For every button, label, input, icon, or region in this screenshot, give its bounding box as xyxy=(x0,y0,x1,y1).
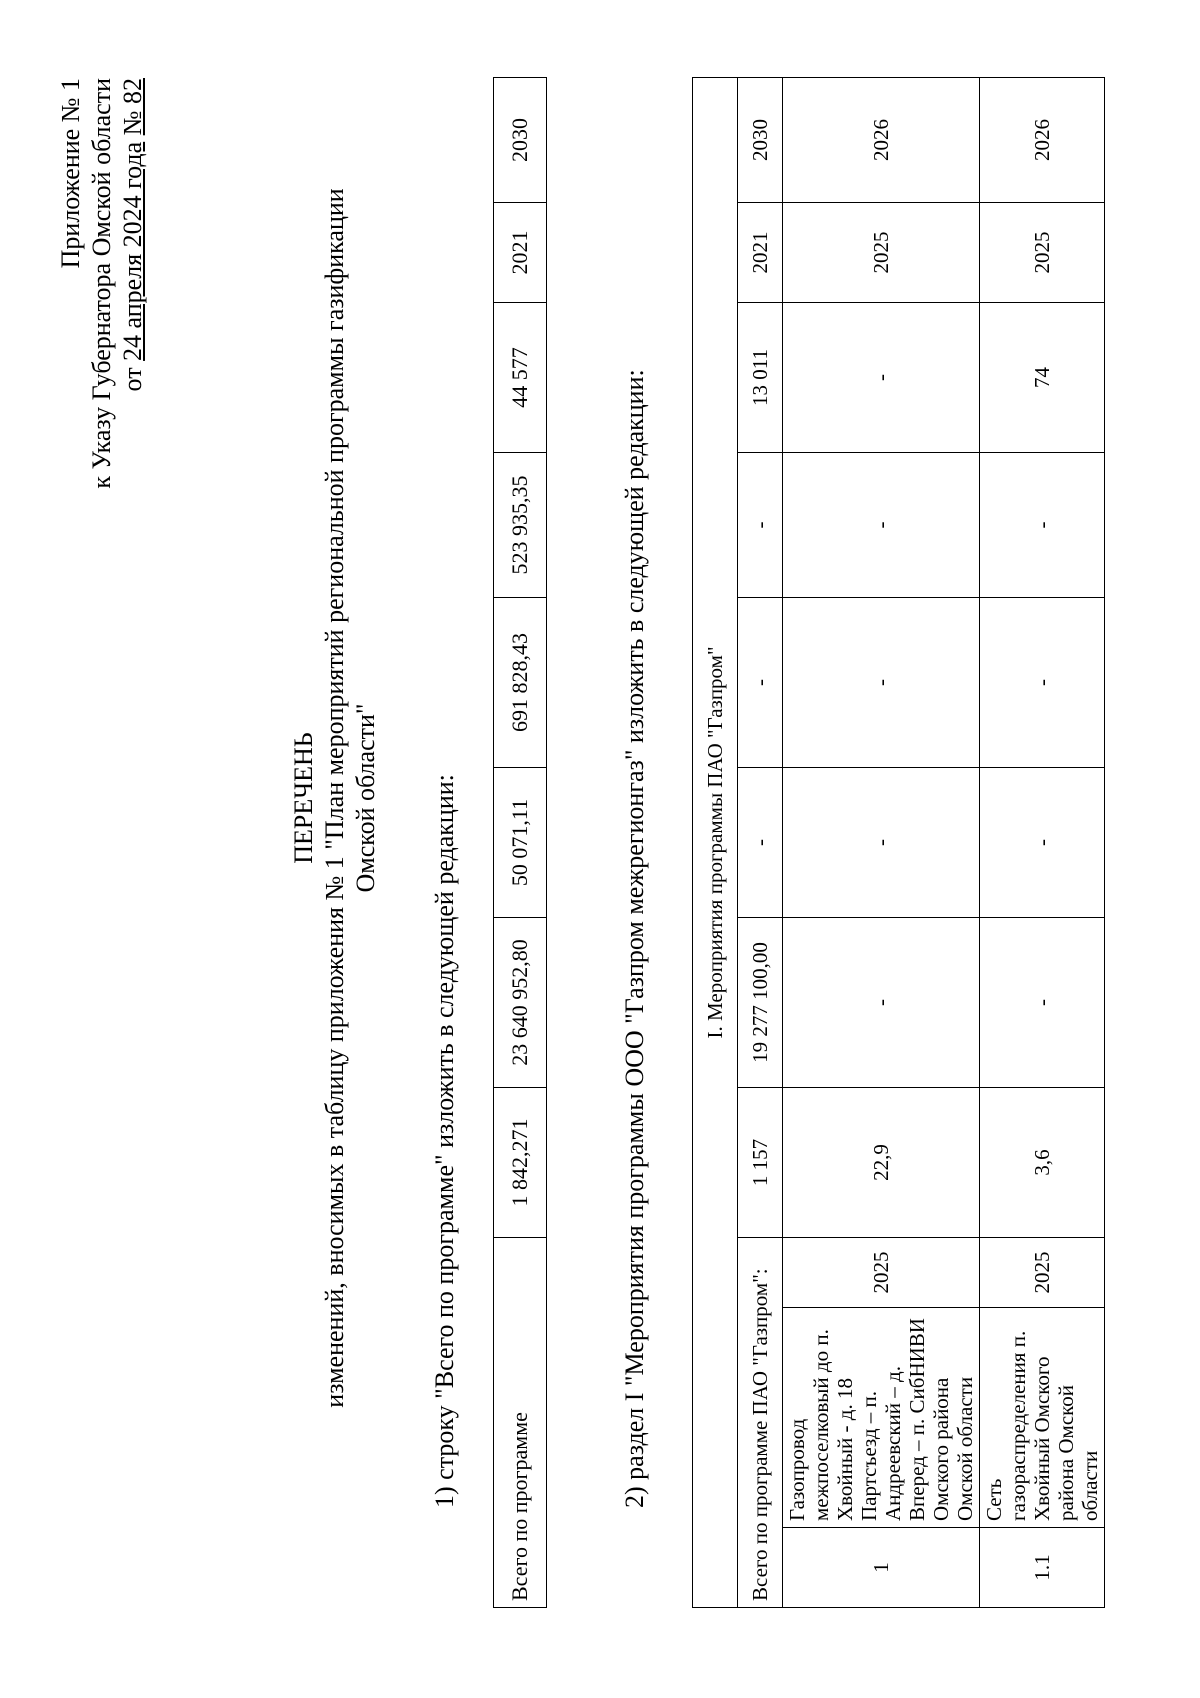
row-name: Сеть газораспределения п. Хвойный Омского района Омской области xyxy=(980,1308,1105,1528)
row-number: 1.1 xyxy=(980,1528,1105,1608)
table-cell: 523 935,35 xyxy=(494,453,547,598)
title-heading: ПЕРЕЧЕНЬ xyxy=(289,732,318,864)
appendix-date-sep xyxy=(118,135,147,142)
table-cell: - xyxy=(783,303,980,453)
row-name: Газопровод межпоселковый до п. Хвойный - д. 18 Партсъезд – п. Андреевский – д. Вперед – п. СибНИВИ Омского района Омской области xyxy=(783,1308,980,1528)
table-cell: 23 640 952,80 xyxy=(494,918,547,1088)
appendix-number: № 82 xyxy=(118,78,147,136)
table-cell: 50 071,11 xyxy=(494,768,547,918)
section-2-text: 2) раздел I "Мероприятия программы ООО "Газпром межрегионгаз" изложить в следующей редакции: xyxy=(620,369,649,1508)
table-cell: - xyxy=(980,598,1105,768)
table-cell: 2025 xyxy=(783,203,980,303)
row-number: 1 xyxy=(783,1528,980,1608)
table-cell: - xyxy=(738,598,783,768)
table-row xyxy=(783,77,980,1607)
table-cell: 2030 xyxy=(738,77,783,202)
title-line-1: изменений, вносимых в таблицу приложения № 1 "План мероприятий региональной программы газификации xyxy=(320,188,349,1408)
table-cell: - xyxy=(783,598,980,768)
table-cell: - xyxy=(783,768,980,918)
total-label: Всего по программе ПАО "Газпром": xyxy=(738,1238,783,1608)
table-cell: 22,9 xyxy=(783,1088,980,1238)
table-row xyxy=(494,78,547,1608)
table-cell: 44 577 xyxy=(494,303,547,453)
table-cell: 2030 xyxy=(494,78,547,203)
title-line-2: Омской области" xyxy=(351,703,380,893)
table-cell: 691 828,43 xyxy=(494,598,547,768)
table-cell: - xyxy=(980,918,1105,1088)
table-cell: 2026 xyxy=(980,77,1105,202)
section-header: I. Мероприятия программы ПАО "Газпром" xyxy=(693,77,738,1607)
table-cell: 3,6 xyxy=(980,1088,1105,1238)
total-program-table xyxy=(493,77,547,1608)
appendix-date: 24 апреля 2024 года xyxy=(118,141,147,361)
appendix-line-1: Приложение № 1 xyxy=(56,78,85,269)
table-cell: 1 157 xyxy=(738,1088,783,1238)
table-cell: 2021 xyxy=(494,203,547,303)
table-row xyxy=(738,77,783,1607)
table-cell: 2026 xyxy=(783,77,980,202)
table-cell: - xyxy=(783,453,980,598)
table-cell: 2025 xyxy=(980,203,1105,303)
table-cell: - xyxy=(783,918,980,1088)
row-year: 2025 xyxy=(980,1238,1105,1308)
table-header-row xyxy=(693,77,738,1607)
appendix-date-prefix: от xyxy=(118,360,147,392)
section-1-text: 1) строку "Всего по программе" изложить в следующей редакции: xyxy=(430,774,459,1508)
table-cell: - xyxy=(738,768,783,918)
table-row xyxy=(980,77,1105,1607)
appendix-header xyxy=(55,78,148,498)
table-cell: - xyxy=(738,453,783,598)
appendix-line-3 xyxy=(117,78,148,498)
appendix-line-2: к Указу Губернатора Омской области xyxy=(87,78,116,489)
table-cell: 2021 xyxy=(738,203,783,303)
table-cell: - xyxy=(980,768,1105,918)
table-cell: Всего по программе xyxy=(494,1238,547,1608)
document-title xyxy=(288,78,381,1518)
table-cell: 1 842,271 xyxy=(494,1088,547,1238)
table-cell: 74 xyxy=(980,303,1105,453)
table-cell: 19 277 100,00 xyxy=(738,918,783,1088)
row-year: 2025 xyxy=(783,1238,980,1308)
table-cell: 13 011 xyxy=(738,303,783,453)
gazprom-measures-table xyxy=(692,77,1105,1608)
table-cell: - xyxy=(980,453,1105,598)
